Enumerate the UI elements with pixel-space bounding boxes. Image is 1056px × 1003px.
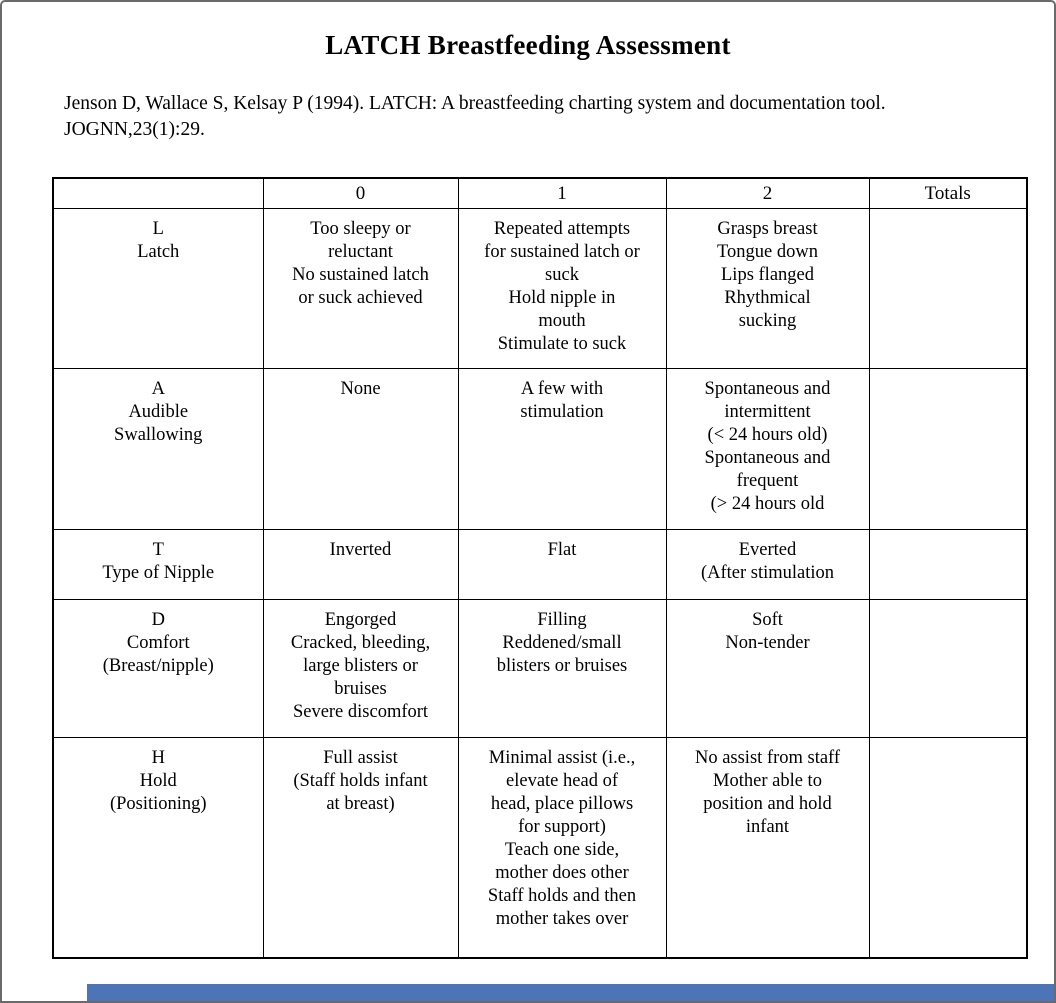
score-cell	[263, 209, 458, 369]
cell-line: mother does other	[495, 863, 629, 883]
totals-cell	[869, 738, 1027, 958]
cell-line: (Breast/nipple)	[102, 656, 214, 676]
cell-line: Swallowing	[114, 425, 203, 445]
row-label-cell	[53, 530, 263, 600]
cell-line: No sustained latch	[292, 265, 429, 285]
cell-line: for support)	[518, 817, 606, 837]
cell-line: frequent	[736, 471, 799, 491]
table-row	[53, 600, 1027, 738]
table-row	[53, 209, 1027, 369]
row-label-cell	[53, 209, 263, 369]
cell-line: bruises	[334, 679, 387, 699]
cell-line: at breast)	[326, 794, 395, 814]
cell-line: Engorged	[324, 610, 397, 630]
score-cell	[666, 600, 869, 738]
cell-line: Reddened/small	[502, 633, 622, 653]
cell-line: (After stimulation	[700, 563, 835, 583]
cell-line: Cracked, bleeding,	[290, 633, 431, 653]
table-row	[53, 369, 1027, 530]
cell-line: No assist from staff	[694, 748, 841, 768]
cell-line: Flat	[547, 540, 577, 560]
table-body	[53, 209, 1027, 958]
totals-cell	[869, 600, 1027, 738]
cell-line: Full assist	[323, 748, 398, 768]
score-cell	[666, 209, 869, 369]
score-cell	[458, 738, 666, 958]
table-row	[53, 530, 1027, 600]
cell-line: Staff holds and then	[487, 886, 637, 906]
cell-line: intermittent	[724, 402, 811, 422]
cell-line: head, place pillows	[490, 794, 634, 814]
score-cell	[458, 530, 666, 600]
cell-line: H	[151, 748, 165, 768]
row-label-cell	[53, 600, 263, 738]
totals-cell	[869, 209, 1027, 369]
table-header-cell: Totals	[869, 178, 1027, 209]
score-cell	[666, 530, 869, 600]
cell-line: suck	[545, 265, 579, 285]
cell-line: mother takes over	[495, 909, 629, 929]
cell-line: (Staff holds infant	[293, 771, 428, 791]
cell-line: Everted	[738, 540, 797, 560]
cell-line: (< 24 hours old)	[707, 425, 828, 445]
cell-line: Soft	[752, 610, 783, 630]
citation-text: Jenson D, Wallace S, Kelsay P (1994). LATCH: A breastfeeding charting system and documentation tool. JOGNN,23(1):29.	[64, 93, 886, 140]
cell-line: or suck achieved	[298, 288, 423, 308]
cell-line: Rhythmical	[724, 288, 811, 308]
cell-line: Grasps breast	[717, 219, 818, 239]
table-row	[53, 738, 1027, 958]
score-cell	[263, 738, 458, 958]
table-header-cell: 2	[666, 178, 869, 209]
cell-line: D	[151, 610, 165, 630]
cell-line: L	[152, 219, 164, 239]
score-cell	[666, 369, 869, 530]
score-cell	[458, 369, 666, 530]
cell-line: Tongue down	[717, 242, 818, 262]
cell-line: Type of Nipple	[102, 563, 215, 583]
cell-line: sucking	[738, 311, 797, 331]
cell-line: Hold	[139, 771, 177, 791]
cell-line: Too sleepy or	[310, 219, 411, 239]
cell-line: mouth	[538, 311, 586, 331]
cell-line: stimulation	[520, 402, 604, 422]
score-cell	[263, 600, 458, 738]
cell-line: Severe discomfort	[292, 702, 429, 722]
cell-line: large blisters or	[303, 656, 418, 676]
cell-line: None	[340, 379, 381, 399]
cell-line: (> 24 hours old	[710, 494, 825, 514]
cell-line: position and hold	[703, 794, 832, 814]
cell-line: Comfort	[126, 633, 190, 653]
cell-line: Spontaneous and	[704, 379, 831, 399]
totals-cell	[869, 369, 1027, 530]
score-cell	[666, 738, 869, 958]
cell-line: Filling	[537, 610, 587, 630]
cell-line: Stimulate to suck	[497, 334, 627, 354]
table-header-cell: 0	[263, 178, 458, 209]
bottom-accent-bar	[87, 984, 1054, 1001]
score-cell	[263, 369, 458, 530]
cell-line: Audible	[128, 402, 189, 422]
cell-line: Lips flanged	[721, 265, 814, 285]
cell-line: elevate head of	[506, 771, 618, 791]
cell-line: (Positioning)	[109, 794, 207, 814]
table-header-row	[53, 178, 1027, 209]
cell-line: Mother able to	[713, 771, 822, 791]
page-title: LATCH Breastfeeding Assessment	[325, 30, 731, 60]
cell-line: for sustained latch or	[484, 242, 640, 262]
score-cell	[458, 600, 666, 738]
row-label-cell	[53, 369, 263, 530]
cell-line: A few with	[520, 379, 604, 399]
cell-line: Latch	[137, 242, 180, 262]
score-cell	[458, 209, 666, 369]
cell-line: reluctant	[328, 242, 393, 262]
table-header-cell: 1	[458, 178, 666, 209]
table-header-cell	[53, 178, 263, 209]
cell-line: Spontaneous and	[704, 448, 831, 468]
cell-line: blisters or bruises	[496, 656, 628, 676]
totals-cell	[869, 530, 1027, 600]
cell-line: T	[152, 540, 164, 560]
cell-line: Non-tender	[725, 633, 810, 653]
cell-line: infant	[745, 817, 790, 837]
cell-line: Teach one side,	[504, 840, 620, 860]
cell-line: A	[151, 379, 165, 399]
cell-line: Repeated attempts	[493, 219, 631, 239]
assessment-table	[52, 177, 1028, 959]
row-label-cell	[53, 738, 263, 958]
cell-line: Hold nipple in	[508, 288, 616, 308]
score-cell	[263, 530, 458, 600]
cell-line: Minimal assist (i.e.,	[488, 748, 636, 768]
cell-line: Inverted	[329, 540, 392, 560]
